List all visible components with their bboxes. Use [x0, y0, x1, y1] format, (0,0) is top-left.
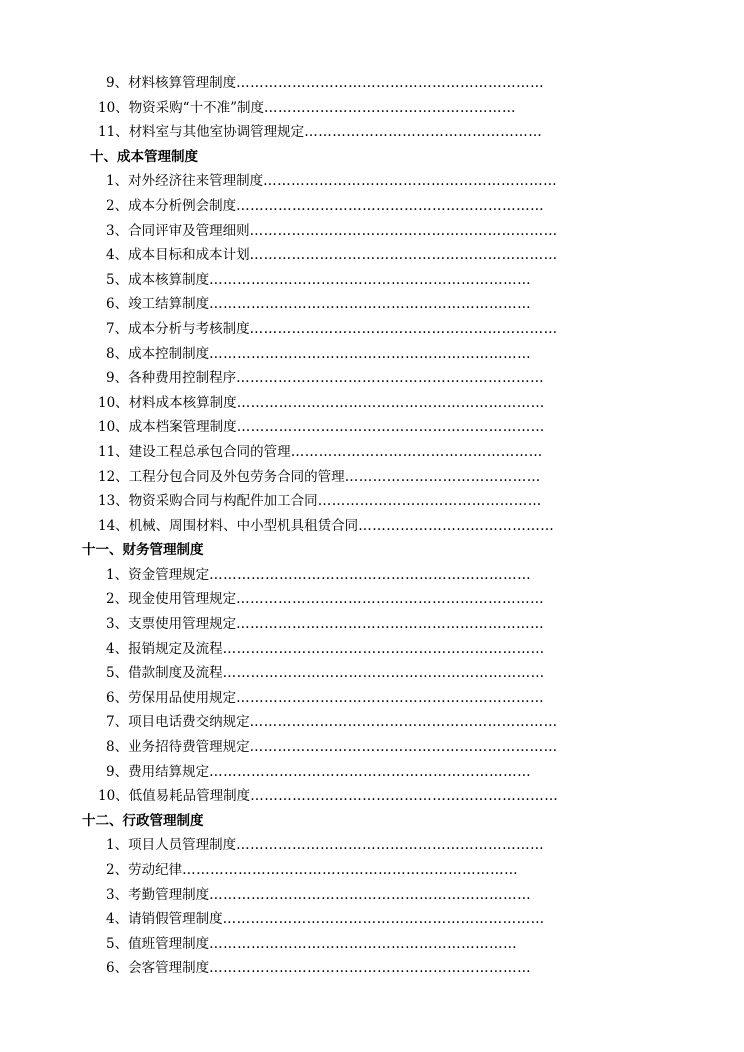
toc-entry-number: 3、 — [106, 616, 129, 633]
toc-entry-number: 9、 — [106, 763, 129, 780]
toc-dot-leader: …………………………………… — [358, 517, 555, 534]
toc-entry-number: 2、 — [106, 862, 129, 878]
toc-entry-number: 9、 — [106, 75, 129, 91]
toc-entry-number: 10、 — [98, 394, 129, 411]
toc-entry — [0, 956, 744, 981]
toc-entry-number: 2、 — [106, 591, 129, 608]
toc-dot-leader: ………………………………………………………… — [236, 689, 545, 706]
toc-entry-number: 4、 — [106, 911, 129, 928]
toc-entry-title: 考勤管理制度 — [128, 886, 210, 903]
toc-entry — [0, 661, 744, 686]
toc-entry-title: 材料成本核算制度 — [128, 394, 237, 411]
toc-entry-number: 3、 — [106, 222, 129, 239]
toc-dot-leader: …………………………………………………………… — [209, 886, 532, 903]
toc-dot-leader: ………………………………………………………… — [249, 222, 558, 239]
toc-entry-number: 13、 — [98, 493, 129, 510]
section-heading — [0, 809, 744, 834]
toc-entry-title: 工程分包合同及外包劳务合同的管理 — [128, 468, 345, 485]
toc-entry-number: 6、 — [106, 296, 129, 313]
toc-entry-title: 报销规定及流程 — [128, 640, 223, 657]
toc-dot-leader: …………………………………………………………… — [222, 911, 545, 928]
toc-entry — [0, 760, 744, 785]
toc-entry-number: 10、 — [98, 788, 129, 805]
toc-entry — [0, 391, 744, 416]
toc-entry-number: 4、 — [106, 640, 129, 657]
toc-dot-leader: ………………………………………………………… — [249, 714, 558, 731]
toc-entry-title: 支票使用管理规定 — [128, 616, 237, 633]
toc-entry-title: 资金管理规定 — [128, 566, 210, 583]
toc-entry — [0, 415, 744, 440]
toc-dot-leader: …………………………………………………………… — [209, 296, 532, 313]
toc-entry — [0, 686, 744, 711]
toc-entry-title: 建设工程总承包合同的管理 — [128, 443, 291, 460]
toc-entry-number: 7、 — [106, 714, 129, 731]
toc-dot-leader: ……………………………………………………… — [263, 173, 558, 190]
toc-entry — [0, 883, 744, 908]
toc-entry-title: 成本核算制度 — [128, 271, 210, 288]
toc-entry-number: 9、 — [106, 370, 129, 387]
toc-entry-title: 物资采购“十不准”制度 — [128, 99, 264, 116]
toc-entry-number: 6、 — [106, 960, 129, 977]
toc-entry — [0, 292, 744, 317]
toc-dot-leader: ……………………………………………………………… — [182, 862, 519, 878]
toc-entry-number: 10、 — [98, 419, 129, 436]
section-heading-text: 十二、行政管理制度 — [82, 812, 204, 829]
toc-entry — [0, 317, 744, 342]
toc-entry-title: 材料室与其他室协调管理规定 — [128, 124, 305, 141]
toc-entry-title: 费用结算规定 — [128, 763, 210, 780]
toc-entry-title: 劳动纪律 — [128, 862, 183, 878]
toc-entry — [0, 465, 744, 490]
toc-dot-leader: …………………………………………………………… — [209, 345, 532, 362]
toc-dot-leader: ………………………………………………………… — [236, 370, 545, 387]
toc-entry-title: 请销假管理制度 — [128, 911, 223, 928]
toc-entry-number: 12、 — [98, 468, 129, 485]
toc-entry-title: 竣工结算制度 — [128, 296, 210, 313]
toc-entry-number: 5、 — [106, 665, 129, 682]
toc-dot-leader: ………………………………………………………… — [236, 394, 545, 411]
toc-entry — [0, 219, 744, 244]
toc-entry-title: 物资采购合同与构配件加工合同 — [128, 493, 318, 510]
toc-entry — [0, 366, 744, 391]
toc-entry-title: 劳保用品使用规定 — [128, 689, 237, 706]
toc-entry — [0, 243, 744, 268]
toc-dot-leader: ………………………………………………………… — [236, 197, 545, 214]
toc-entry-number: 8、 — [106, 739, 129, 756]
toc-entry-title: 对外经济往来管理制度 — [128, 173, 264, 190]
toc-dot-leader: ………………………………………………………… — [249, 320, 558, 337]
toc-dot-leader: ………………………………………………………… — [236, 419, 545, 436]
toc-dot-leader: …………………………………………………………… — [209, 763, 532, 780]
toc-entry-title: 合同评审及管理细则 — [128, 222, 250, 239]
toc-entry-number: 8、 — [106, 345, 129, 362]
toc-entry-title: 成本分析与考核制度 — [128, 320, 250, 337]
toc-entry-title: 借款制度及流程 — [128, 665, 223, 682]
toc-entry — [0, 342, 744, 367]
toc-entry-number: 3、 — [106, 886, 129, 903]
toc-entry-title: 各种费用控制程序 — [128, 370, 237, 387]
toc-dot-leader: …………………………………………………………… — [209, 271, 532, 288]
toc-entry-number: 11、 — [98, 443, 129, 460]
toc-dot-leader: …………………………………………………………… — [209, 960, 532, 977]
toc-entry — [0, 612, 744, 637]
toc-dot-leader: ………………………………………………………… — [249, 247, 558, 264]
toc-entry-title: 现金使用管理规定 — [128, 591, 237, 608]
section-heading-text: 十、成本管理制度 — [90, 148, 198, 165]
toc-entry — [0, 710, 744, 735]
toc-entry-number: 6、 — [106, 689, 129, 706]
table-of-contents — [0, 71, 744, 981]
toc-entry-number: 7、 — [106, 320, 129, 337]
toc-dot-leader: …………………………………………………………… — [222, 665, 545, 682]
toc-entry-number: 14、 — [98, 517, 129, 534]
toc-entry-number: 1、 — [106, 566, 129, 583]
toc-entry-title: 机械、周围材料、中小型机具租赁合同 — [128, 517, 359, 534]
toc-entry — [0, 514, 744, 539]
section-heading — [0, 145, 744, 170]
toc-entry-title: 材料核算管理制度 — [128, 75, 237, 91]
toc-entry — [0, 637, 744, 662]
toc-entry — [0, 120, 744, 145]
toc-entry — [0, 489, 744, 514]
toc-dot-leader: …………………………………………………………… — [209, 566, 532, 583]
toc-entry-title: 会客管理制度 — [128, 960, 210, 977]
toc-entry — [0, 268, 744, 293]
toc-entry — [0, 784, 744, 809]
toc-entry-number: 5、 — [106, 935, 129, 952]
section-heading — [0, 538, 744, 563]
toc-entry — [0, 563, 744, 588]
toc-entry-title: 成本目标和成本计划 — [128, 247, 250, 264]
toc-entry-number: 11、 — [98, 124, 129, 141]
toc-dot-leader: ………………………………………………………… — [236, 591, 545, 608]
toc-dot-leader: ………………………………………………………… — [249, 739, 558, 756]
toc-dot-leader: ………………………………………………………… — [236, 75, 545, 91]
toc-dot-leader: ………………………………………………………… — [250, 788, 559, 805]
toc-entry — [0, 71, 744, 96]
toc-dot-leader: …………………………………………………………… — [222, 640, 545, 657]
toc-entry — [0, 169, 744, 194]
toc-dot-leader: …………………………………… — [344, 468, 541, 485]
toc-entry-number: 10、 — [98, 99, 129, 116]
toc-dot-leader: ………………………………………………………… — [236, 837, 545, 854]
toc-entry — [0, 932, 744, 957]
toc-entry — [0, 858, 744, 883]
toc-entry-title: 成本控制制度 — [128, 345, 210, 362]
toc-entry-number: 1、 — [106, 173, 129, 190]
section-heading-text: 十一、财务管理制度 — [82, 542, 204, 559]
toc-entry-number: 1、 — [106, 837, 129, 854]
toc-entry-title: 低值易耗品管理制度 — [128, 788, 251, 805]
toc-dot-leader: ………………………………………………………… — [209, 935, 518, 952]
toc-entry — [0, 907, 744, 932]
toc-entry-title: 项目人员管理制度 — [128, 837, 237, 854]
toc-dot-leader: ……………………………………………… — [290, 443, 543, 460]
toc-entry-title: 成本档案管理制度 — [128, 419, 237, 436]
toc-entry-title: 成本分析例会制度 — [128, 197, 237, 214]
toc-entry — [0, 194, 744, 219]
toc-entry — [0, 833, 744, 858]
toc-entry — [0, 587, 744, 612]
toc-dot-leader: ………………………………………………………… — [236, 616, 545, 633]
toc-entry-number: 4、 — [106, 247, 129, 264]
toc-entry-title: 值班管理制度 — [128, 935, 210, 952]
toc-entry-number: 2、 — [106, 197, 129, 214]
toc-dot-leader: …………………………………………… — [304, 124, 543, 141]
toc-entry — [0, 735, 744, 760]
toc-entry-title: 项目电话费交纳规定 — [128, 714, 250, 731]
toc-entry — [0, 440, 744, 465]
toc-entry — [0, 96, 744, 121]
toc-entry-title: 业务招待费管理规定 — [128, 739, 250, 756]
toc-dot-leader: ………………………………………… — [317, 493, 542, 510]
toc-entry-number: 5、 — [106, 271, 129, 288]
toc-dot-leader: ……………………………………………… — [264, 99, 516, 116]
